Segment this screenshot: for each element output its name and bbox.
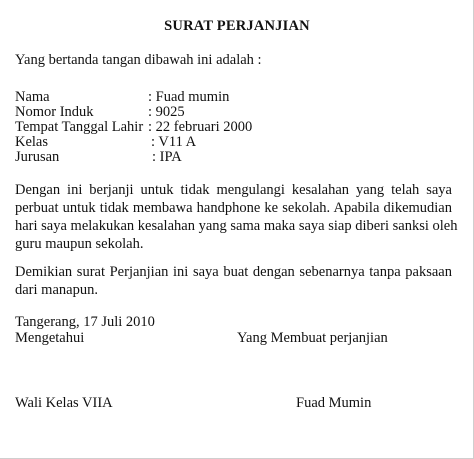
field-label: Kelas bbox=[15, 134, 49, 150]
field-label: Tempat Tanggal Lahir bbox=[15, 119, 144, 135]
field-row-birth bbox=[15, 119, 455, 135]
place-date: Tangerang, 17 Juli 2010 bbox=[15, 314, 155, 330]
field-value: : 22 februari 2000 bbox=[148, 119, 253, 135]
acknowledged-label: Mengetahui bbox=[15, 330, 85, 346]
maker-label: Yang Membuat perjanjian bbox=[237, 330, 388, 346]
field-label: Jurusan bbox=[15, 149, 60, 165]
signatory-student: Fuad Mumin bbox=[296, 395, 372, 411]
paragraph-line: dari manapun. bbox=[15, 282, 98, 298]
opening-statement: Yang bertanda tangan dibawah ini adalah : bbox=[15, 52, 262, 68]
field-value: : V11 A bbox=[151, 134, 197, 150]
paragraph-line: Demikian surat Perjanjian ini saya buat dengan sebenarnya tanpa paksaan bbox=[15, 264, 452, 280]
field-value: : Fuad mumin bbox=[148, 89, 230, 105]
signatory-homeroom-teacher: Wali Kelas VIIA bbox=[15, 395, 113, 411]
field-row-name bbox=[15, 89, 455, 105]
field-row-major bbox=[15, 149, 455, 165]
field-row-student-number bbox=[15, 104, 455, 120]
field-label: Nomor Induk bbox=[15, 104, 94, 120]
closing-paragraph bbox=[15, 263, 452, 299]
field-row-class bbox=[15, 134, 455, 150]
field-value: : IPA bbox=[152, 149, 182, 165]
document-title: SURAT PERJANJIAN bbox=[164, 18, 310, 34]
promise-paragraph bbox=[15, 181, 458, 253]
paragraph-line: perbuat untuk tidak membawa handphone ke sekolah. Apabila dikemudian bbox=[15, 200, 452, 216]
field-label: Nama bbox=[15, 89, 50, 105]
paragraph-line: Dengan ini berjanji untuk tidak mengulangi kesalahan yang telah saya bbox=[15, 182, 452, 198]
paragraph-line: hari saya melakukan kesalahan yang sama maka saya siap diberi sanksi oleh bbox=[15, 218, 458, 234]
field-value: : 9025 bbox=[148, 104, 185, 120]
paragraph-line: guru maupun sekolah. bbox=[15, 236, 144, 252]
